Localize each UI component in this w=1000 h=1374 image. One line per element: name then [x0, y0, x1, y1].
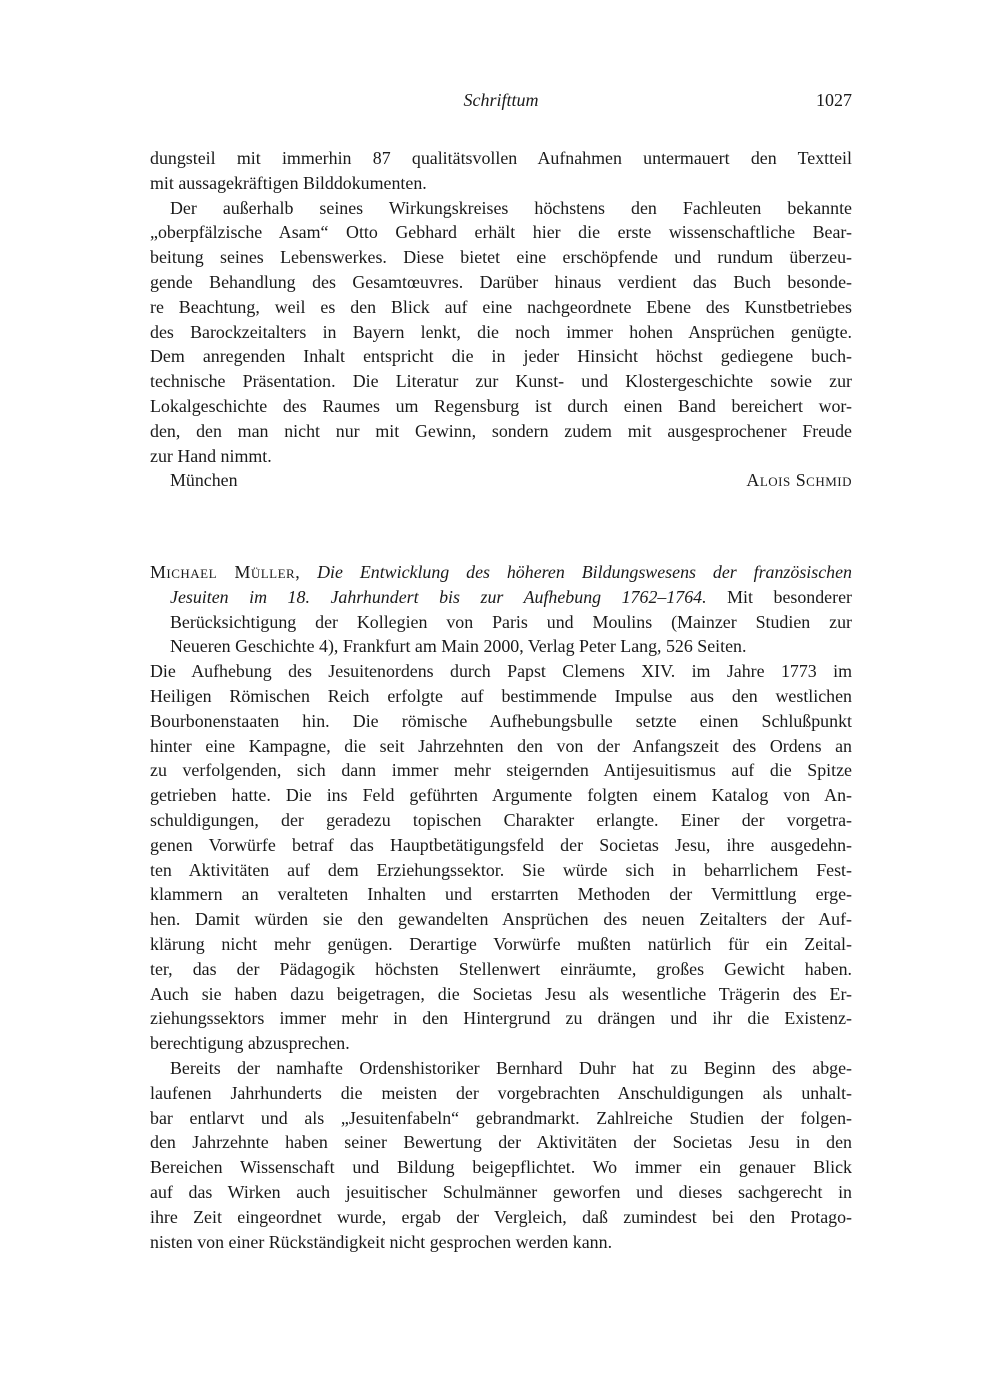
review-entry	[150, 560, 852, 1254]
book-title-part: Jesuiten im 18. Jahrhundert bis zur Aufhebung 1762–1764.	[170, 586, 707, 607]
text-line: zur Hand nimmt.	[150, 445, 272, 466]
text-line: gende Behandlung des Gesamtœuvres. Darüber hinaus verdient das Buch besonde-	[150, 271, 852, 292]
citation-line: Berücksichtigung der Kollegien von Paris und Moulins (Mainzer Studien zur	[170, 611, 852, 632]
text-line: bar entlarvt und als „Jesuitenfabeln“ gebrandmarkt. Zahlreiche Studien der folgen-	[150, 1107, 852, 1128]
text-line: den Jahrzehnte haben seiner Bewertung der Aktivitäten der Societas Jesu in den	[150, 1132, 852, 1153]
page-number: 1027	[816, 90, 852, 110]
citation-text: Mit besonderer	[727, 586, 852, 607]
text-line: Bourbonenstaaten hin. Die römische Aufhebungsbulle setzte einen Schlußpunkt	[150, 710, 852, 731]
text-line: getrieben hatte. Die ins Feld geführten Argumente folgten einem Katalog von An-	[150, 785, 852, 806]
text-line: hinter eine Kampagne, die seit Jahrzehnten den von der Anfangszeit des Ordens an	[150, 735, 852, 756]
text-line: Heiligen Römischen Reich erfolgte auf bestimmende Impulse aus den westlichen	[150, 685, 852, 706]
text-line: zu verfolgenden, sich dann immer mehr steigernden Antijesuitismus auf die Spitze	[150, 760, 852, 781]
citation-line: Neueren Geschichte 4), Frankfurt am Main 2000, Verlag Peter Lang, 526 Seiten.	[170, 636, 747, 657]
text-line: den, den man nicht nur mit Gewinn, sondern zudem mit ausgesprochener Freude	[150, 420, 852, 441]
text-line: nisten von einer Rückständigkeit nicht gesprochen werden kann.	[150, 1231, 613, 1252]
text-line: berechtigung abzusprechen.	[150, 1033, 350, 1054]
text-line: beitung seines Lebenswerkes. Diese bietet eine erschöpfende und rundum überzeu-	[150, 247, 852, 268]
text-line: klammern an veralteten Inhalten und erstarrten Methoden der Vermittlung erge-	[150, 884, 852, 905]
review-continuation	[150, 146, 852, 493]
text-line: Dem anregenden Inhalt entspricht die in jeder Hinsicht höchst gediegene buch-	[150, 346, 852, 367]
reviewed-author: Michael Müller,	[150, 562, 301, 582]
text-line: dungsteil mit immerhin 87 qualitätsvollen Aufnahmen untermauert den Textteil	[150, 148, 852, 168]
text-line: hen. Damit würden sie den gewandelten Ansprüchen des neuen Zeitalters der Auf-	[150, 909, 852, 930]
text-line: ziehungssektors immer mehr in den Hintergrund zu drängen und ihr die Existenz-	[150, 1008, 852, 1029]
text-line: ten Aktivitäten auf dem Erziehungssektor. Sie würde sich in beharrlichem Fest-	[150, 859, 852, 880]
text-line: Bereichen Wissenschaft und Bildung beigepflichtet. Wo immer ein genauer Blick	[150, 1157, 852, 1178]
text-line: klärung nicht mehr genügen. Derartige Vorwürfe mußten natürlich für ein Zeital-	[150, 933, 852, 954]
text-line: auf das Wirken auch jesuitischer Schulmänner geworfen und dieses sachgerecht in	[150, 1181, 852, 1202]
text-line: „oberpfälzische Asam“ Otto Gebhard erhält hier die erste wissenschaftliche Bear-	[150, 222, 852, 243]
text-line: technische Präsentation. Die Literatur zur Kunst- und Klostergeschichte sowie zur	[150, 371, 852, 392]
citation-line	[150, 560, 852, 585]
text-line: laufenen Jahrhunderts die meisten der vorgebrachten Anschuldigungen als unhalt-	[150, 1082, 852, 1103]
text-line: mit aussagekräftigen Bilddokumenten.	[150, 172, 427, 193]
signature-row	[150, 468, 852, 493]
running-title: Schrifttum	[463, 90, 539, 110]
text-line: ter, das der Pädagogik höchsten Stellenwert einräumte, großes Gewicht haben.	[150, 958, 852, 979]
page-header	[150, 90, 852, 120]
text-line: des Barockzeitalters in Bayern lenkt, die noch immer hohen Ansprüchen genügte.	[150, 321, 852, 342]
text-line: re Beachtung, weil es den Blick auf eine nachgeordnete Ebene des Kunstbetriebes	[150, 296, 852, 317]
text-line: Bereits der namhafte Ordenshistoriker Bernhard Duhr hat zu Beginn des abge-	[170, 1057, 852, 1078]
text-line: Lokalgeschichte des Raumes um Regensburg ist durch einen Band bereichert wor-	[150, 395, 852, 416]
text-line: genen Vorwürfe betraf das Hauptbetätigungsfeld der Societas Jesu, ihre ausgedehn-	[150, 834, 852, 855]
text-line: schuldigungen, der geradezu topischen Charakter erlangte. Einer der vorgetra-	[150, 809, 852, 830]
text-line: Die Aufhebung des Jesuitenordens durch Papst Clemens XIV. im Jahre 1773 im	[150, 661, 852, 682]
book-title-part: Die Entwicklung des höheren Bildungswesens der französischen	[317, 562, 852, 582]
text-line: ihre Zeit eingeordnet wurde, ergab der Vergleich, daß zumindest bei den Protago-	[150, 1206, 852, 1227]
review-place: München	[170, 470, 238, 491]
citation-line	[150, 585, 852, 610]
text-line: Der außerhalb seines Wirkungskreises höchstens den Fachleuten bekannte	[170, 197, 852, 218]
text-line: Auch sie haben dazu beigetragen, die Societas Jesu als wesentliche Trägerin des Er-	[150, 983, 852, 1004]
reviewer-name: Alois Schmid	[746, 470, 852, 491]
